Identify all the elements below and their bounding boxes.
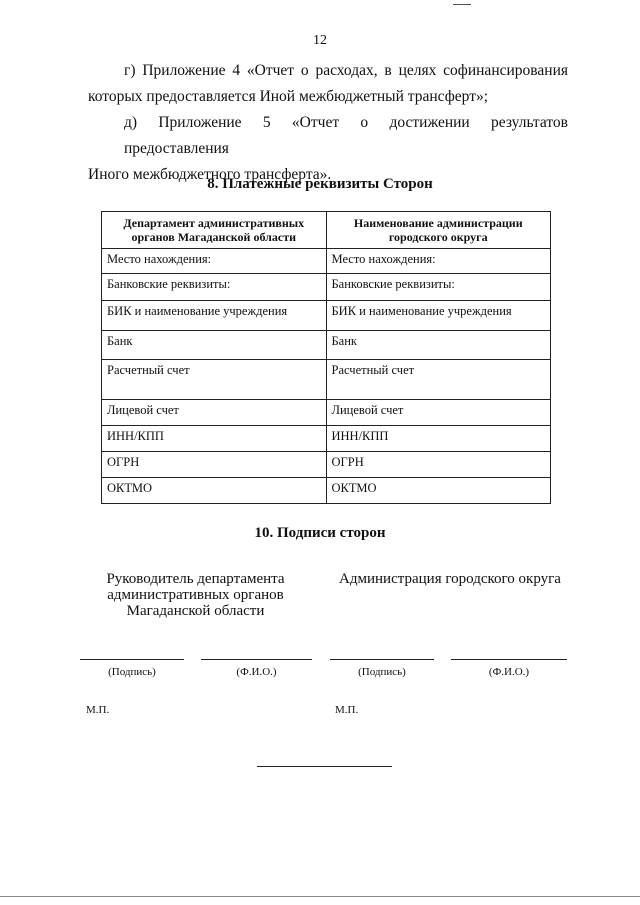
cell-left: Лицевой счет [102,400,327,426]
signatory-line: Магаданской области [126,603,265,619]
paragraph-appendix-4 [88,58,568,110]
paragraph-line: г) Приложение 4 «Отчет о расходах, в целях софинансирования [124,62,568,79]
cell-right: Место нахождения: [326,249,551,274]
payment-details-table [101,211,551,504]
table-header-row [102,212,551,249]
stamp-place-right: М.П. [335,704,359,716]
signatory-line: административных органов [107,587,284,603]
end-of-document-line [257,766,392,767]
cell-right: ОГРН [326,452,551,478]
header-administration: Наименование администрации городского округа [326,212,551,249]
cell-left: Банк [102,331,327,360]
top-margin-mark [453,4,471,5]
section-10-title: 10. Подписи сторон [254,525,386,541]
table-row [102,360,551,400]
cell-left: Место нахождения: [102,249,327,274]
table-row [102,478,551,504]
cell-left: ОГРН [102,452,327,478]
table-row [102,301,551,331]
paragraph-line: которых предоставляется Иной межбюджетный трансферт»; [88,88,489,105]
fio-caption-right: (Ф.И.О.) [488,666,530,678]
bottom-edge-line [0,896,640,897]
signatory-department [88,571,303,619]
table-row [102,274,551,301]
cell-right: Банковские реквизиты: [326,274,551,301]
fio-line-left [201,659,312,660]
signatory-line: Руководитель департамента [106,571,285,587]
fio-caption-left: (Ф.И.О.) [236,666,277,678]
header-department: Департамент административных органов Магаданской области [102,212,327,249]
signatory-administration: Администрация городского округа [339,571,561,587]
table-row [102,331,551,360]
cell-left: ОКТМО [102,478,327,504]
cell-left: БИК и наименование учреждения [102,301,327,331]
table-row [102,452,551,478]
signature-caption-right: (Подпись) [358,666,406,678]
cell-right: ИНН/КПП [326,426,551,452]
signature-line-left [80,659,184,660]
cell-right: Банк [326,331,551,360]
signature-line-right [330,659,434,660]
cell-left: Банковские реквизиты: [102,274,327,301]
table-row [102,249,551,274]
cell-right: БИК и наименование учреждения [326,301,551,331]
table-row [102,400,551,426]
cell-right: Расчетный счет [326,360,551,400]
cell-left: Расчетный счет [102,360,327,400]
stamp-place-left: М.П. [86,704,110,716]
signature-caption-left: (Подпись) [108,666,156,678]
cell-right: ОКТМО [326,478,551,504]
cell-right: Лицевой счет [326,400,551,426]
fio-line-right [451,659,567,660]
paragraph-line: Иного межбюджетного трансферта». [88,166,332,183]
table-row [102,426,551,452]
cell-left: ИНН/КПП [102,426,327,452]
page-number: 12 [313,33,327,48]
section-8-title: 8. Платежные реквизиты Сторон [207,176,433,192]
paragraph-line: д) Приложение 5 «Отчет о достижении результатов предоставления [124,114,568,157]
